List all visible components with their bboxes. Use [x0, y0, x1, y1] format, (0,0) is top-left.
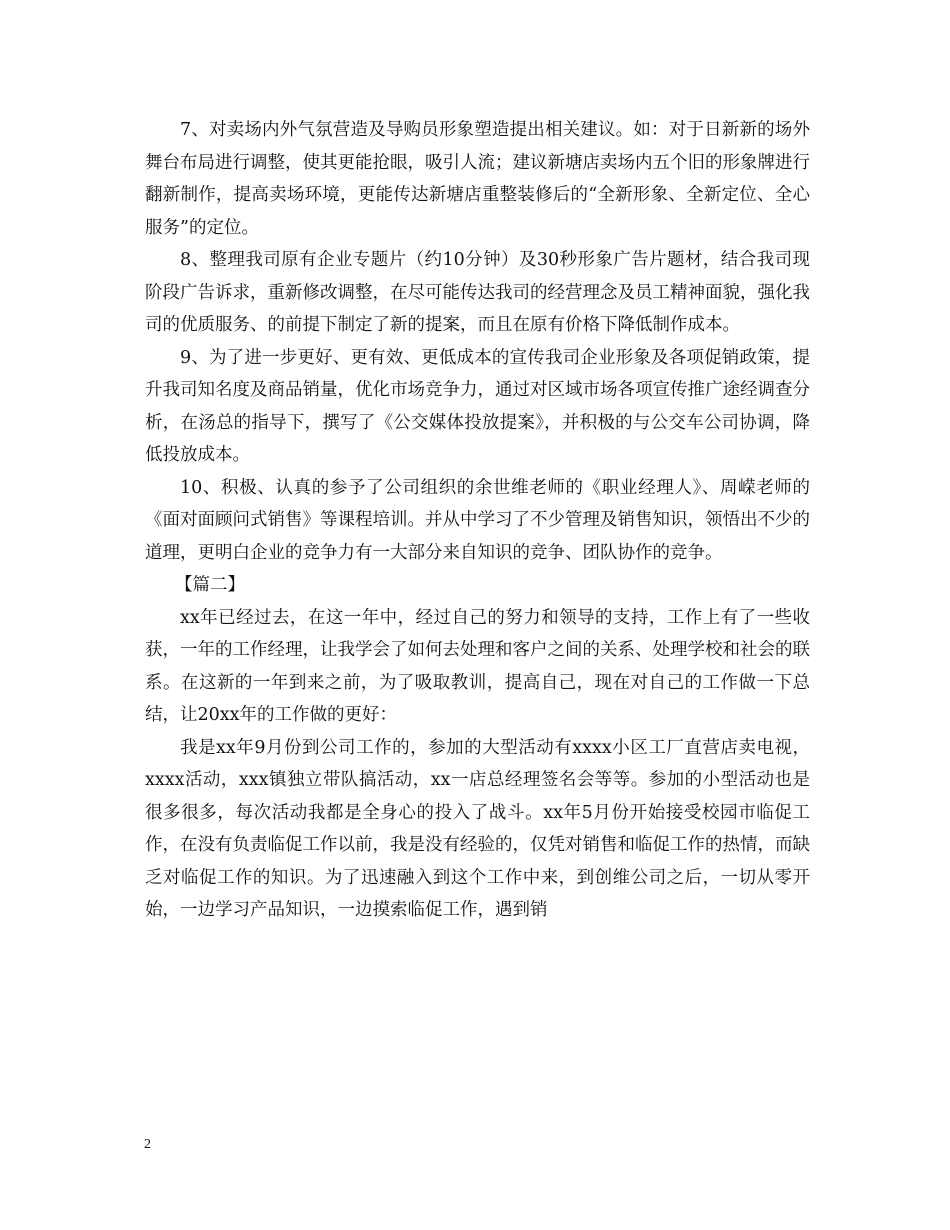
page-number: 2: [144, 1137, 151, 1152]
document-body: [145, 114, 810, 927]
paragraph-item-8: 8、整理我司原有企业专题片（约10分钟）及30秒形象广告片题材，结合我司现阶段广告诉求，重新修改调整，在尽可能传达我司的经营理念及员工精神面貌，强化我司的优质服务、的前提下制定了新的提案，而且在原有价格下降低制作成本。: [145, 250, 810, 335]
paragraph-item-9: 9、为了进一步更好、更有效、更低成本的宣传我司企业形象及各项促销政策，提升我司知名度及商品销量，优化市场竞争力，通过对区域市场各项宣传推广途经调查分析，在汤总的指导下，撰写了《公交媒体投放提案》，并积极的与公交车公司协调，降低投放成本。: [145, 347, 810, 465]
section-heading: 【篇二】: [175, 575, 245, 595]
section-paragraph-2: 我是xx年9月份到公司工作的，参加的大型活动有xxxx小区工厂直营店卖电视，xxxx活动，xxx镇独立带队搞活动，xx一店总经理签名会等等。参加的小型活动也是很多很多，每次活动我都是全身心的投入了战斗。xx年5月份开始接受校园市临促工作，在没有负责临促工作以前，我是没有经验的，仅凭对销售和临促工作的热情，而缺乏对临促工作的知识。为了迅速融入到这个工作中来，到创维公司之后，一切从零开始，一边学习产品知识，一边摸索临促工作，遇到销: [145, 737, 810, 920]
paragraph-item-10: 10、积极、认真的参予了公司组织的余世维老师的《职业经理人》、周嵘老师的《面对面顾问式销售》等课程培训。并从中学习了不少管理及销售知识，领悟出不少的道理，更明白企业的竞争力有一大部分来自知识的竞争、团队协作的竞争。: [145, 477, 810, 563]
paragraph-item-7: 7、对卖场内外气氛营造及导购员形象塑造提出相关建议。如：对于日新新的场外舞台布局进行调整，使其更能抢眼，吸引人流；建议新塘店卖场内五个旧的形象牌进行翻新制作，提高卖场环境，更能传达新塘店重整装修后的“全新形象、全新定位、全心服务”的定位。: [145, 120, 810, 238]
section-paragraph-1: xx年已经过去，在这一年中，经过自己的努力和领导的支持，工作上有了一些收获，一年的工作经理，让我学会了如何去处理和客户之间的关系、处理学校和社会的联系。在这新的一年到来之前，为了吸取教训，提高自己，现在对自己的工作做一下总结，让20xx年的工作做的更好：: [145, 607, 810, 725]
